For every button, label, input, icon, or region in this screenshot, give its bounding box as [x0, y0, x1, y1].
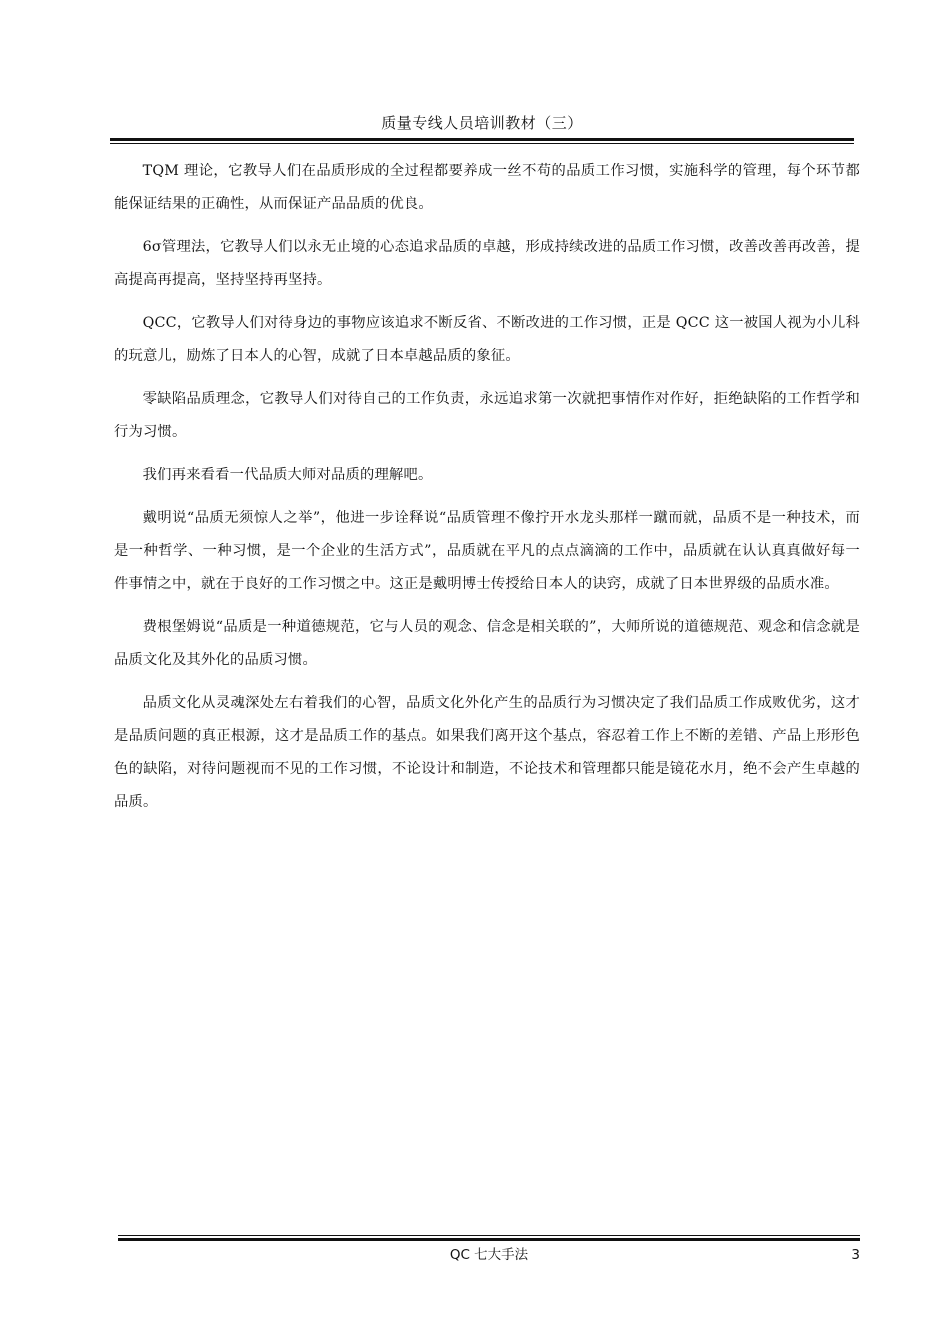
footer-divider-thick: [118, 1238, 860, 1241]
document-body: [114, 155, 860, 829]
paragraph-qcc: QCC，它教导人们对待身边的事物应该追求不断反省、不断改进的工作习惯，正是 QCC 这一被国人视为小儿科的玩意儿，励炼了日本人的心智，成就了日本卓越品质的象征。: [114, 315, 860, 364]
paragraph-quality-culture: 品质文化从灵魂深处左右着我们的心智，品质文化外化产生的品质行为习惯决定了我们品质工作成败优劣，这才是品质问题的真正根源，这才是品质工作的基点。如果我们离开这个基点，容忍着工作上不断的差错、产品上形形色色的缺陷，对待问题视而不见的工作习惯，不论设计和制造，不论技术和管理都只能是镜花水月，绝不会产生卓越的品质。: [114, 695, 860, 810]
paragraph-deming: 戴明说“品质无须惊人之举”，他进一步诠释说“品质管理不像拧开水龙头那样一蹴而就，品质不是一种技术，而是一种哲学、一种习惯，是一个企业的生活方式”，品质就在平凡的点点滴滴的工作中，品质就在认认真真做好每一件事情之中，就在于良好的工作习惯之中。这正是戴明博士传授给日本人的诀窍，成就了日本世界级的品质水准。: [114, 510, 860, 592]
paragraph-tqm: TQM 理论，它教导人们在品质形成的全过程都要养成一丝不苟的品质工作习惯，实施科学的管理，每个环节都能保证结果的正确性，从而保证产品品质的优良。: [114, 163, 860, 212]
footer-row: [118, 1244, 860, 1266]
paragraph-six-sigma: 6σ管理法，它教导人们以永无止境的心态追求品质的卓越，形成持续改进的品质工作习惯，改善改善再改善，提高提高再提高，坚持坚持再坚持。: [114, 239, 860, 288]
paragraph-masters-intro: 我们再来看看一代品质大师对品质的理解吧。: [142, 467, 433, 483]
document-title: 质量专线人员培训教材（三）: [381, 114, 583, 132]
page-footer: [118, 1235, 860, 1266]
paragraph-zero-defect: 零缺陷品质理念，它教导人们对待自己的工作负责，永远追求第一次就把事情作对作好，拒绝缺陷的工作哲学和行为习惯。: [114, 391, 860, 440]
header-divider-thin: [110, 143, 854, 144]
footer-divider-thin: [118, 1235, 860, 1236]
page-number: 3: [851, 1247, 860, 1263]
header-divider-thick: [110, 138, 854, 141]
paragraph-feigenbaum: 费根堡姆说“品质是一种道德规范，它与人员的观念、信念是相关联的”，大师所说的道德规范、观念和信念就是品质文化及其外化的品质习惯。: [114, 619, 860, 668]
footer-title: QC 七大手法: [449, 1247, 529, 1263]
page-header: [110, 112, 854, 144]
